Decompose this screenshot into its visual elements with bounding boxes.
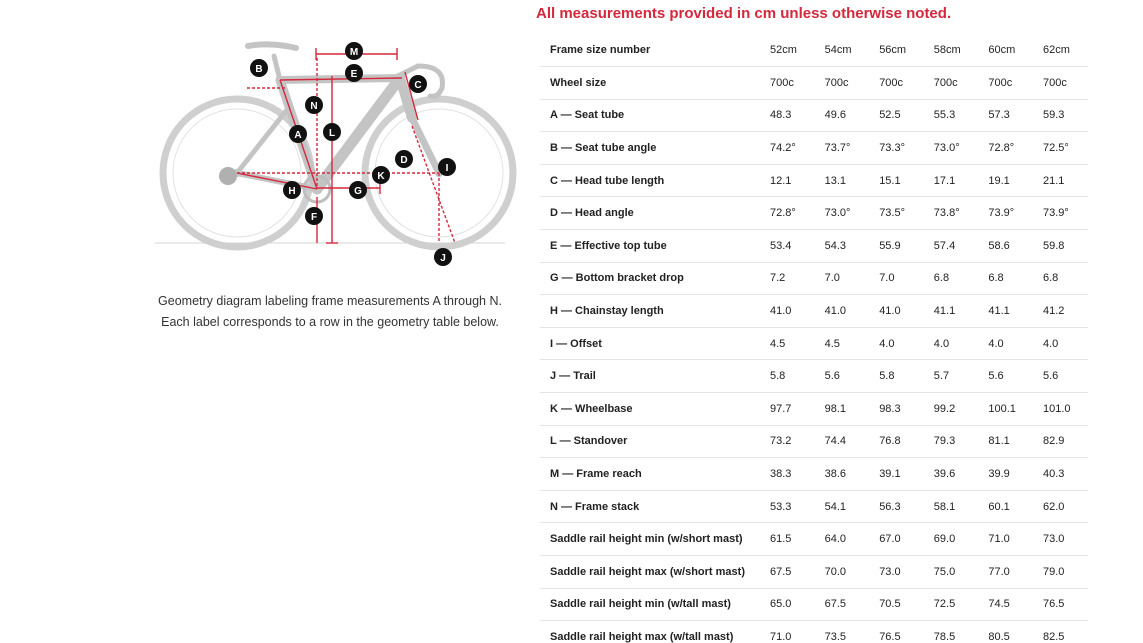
table-header-row	[540, 34, 1088, 67]
marker-b	[250, 59, 268, 77]
row-value: 73.0	[1033, 523, 1088, 556]
table-row	[540, 99, 1088, 132]
svg-text:J: J	[440, 253, 446, 264]
row-value: 78.5	[924, 621, 979, 643]
row-value: 69.0	[924, 523, 979, 556]
row-label: C — Head tube length	[540, 164, 760, 197]
caption-line-2: Each label corresponds to a row in the geometry table below.	[161, 315, 499, 329]
size-header: 52cm	[760, 34, 815, 67]
row-value: 6.8	[924, 262, 979, 295]
row-value: 5.8	[869, 360, 924, 393]
row-value: 72.8°	[978, 132, 1033, 165]
svg-text:A: A	[294, 130, 302, 141]
row-value: 54.1	[815, 490, 870, 523]
row-value: 61.5	[760, 523, 815, 556]
table-row	[540, 556, 1088, 589]
row-value: 65.0	[760, 588, 815, 621]
row-value: 41.2	[1033, 295, 1088, 328]
row-value: 5.6	[815, 360, 870, 393]
table-row	[540, 360, 1088, 393]
rear-derailleur	[219, 167, 237, 185]
table-row	[540, 425, 1088, 458]
row-value: 5.8	[760, 360, 815, 393]
row-value: 73.5°	[869, 197, 924, 230]
row-value: 700c	[924, 67, 979, 100]
row-value: 100.1	[978, 393, 1033, 426]
row-value: 80.5	[978, 621, 1033, 643]
row-label: K — Wheelbase	[540, 393, 760, 426]
row-value: 59.3	[1033, 99, 1088, 132]
row-value: 58.6	[978, 230, 1033, 263]
marker-f	[305, 207, 323, 225]
row-value: 12.1	[760, 164, 815, 197]
row-value: 700c	[760, 67, 815, 100]
row-label: B — Seat tube angle	[540, 132, 760, 165]
row-value: 7.2	[760, 262, 815, 295]
row-value: 73.9°	[978, 197, 1033, 230]
size-header: 58cm	[924, 34, 979, 67]
row-label: Saddle rail height max (w/tall mast)	[540, 621, 760, 643]
units-notice: All measurements provided in cm unless otherwise noted.	[536, 5, 952, 22]
row-value: 101.0	[1033, 393, 1088, 426]
table-row	[540, 230, 1088, 263]
row-value: 72.5°	[1033, 132, 1088, 165]
row-value: 60.1	[978, 490, 1033, 523]
table-row	[540, 132, 1088, 165]
row-label: Saddle rail height min (w/short mast)	[540, 523, 760, 556]
geometry-table-panel	[536, 0, 1136, 643]
table-row	[540, 458, 1088, 491]
row-label: N — Frame stack	[540, 490, 760, 523]
row-label: G — Bottom bracket drop	[540, 262, 760, 295]
svg-text:G: G	[354, 186, 362, 197]
row-value: 4.0	[978, 327, 1033, 360]
table-row	[540, 393, 1088, 426]
row-value: 6.8	[978, 262, 1033, 295]
row-value: 73.0°	[815, 197, 870, 230]
table-row	[540, 295, 1088, 328]
svg-text:K: K	[377, 171, 385, 182]
table-row	[540, 197, 1088, 230]
marker-a	[289, 125, 307, 143]
row-value: 71.0	[978, 523, 1033, 556]
row-value: 56.3	[869, 490, 924, 523]
marker-m	[345, 42, 363, 60]
marker-l	[323, 123, 341, 141]
row-label: L — Standover	[540, 425, 760, 458]
row-label: H — Chainstay length	[540, 295, 760, 328]
row-value: 73.9°	[1033, 197, 1088, 230]
marker-j	[434, 248, 452, 266]
table-row	[540, 164, 1088, 197]
row-value: 40.3	[1033, 458, 1088, 491]
row-value: 74.4	[815, 425, 870, 458]
row-label: Saddle rail height max (w/short mast)	[540, 556, 760, 589]
row-value: 5.6	[1033, 360, 1088, 393]
row-value: 82.5	[1033, 621, 1088, 643]
row-value: 59.8	[1033, 230, 1088, 263]
row-value: 73.5	[815, 621, 870, 643]
svg-text:M: M	[349, 47, 359, 58]
row-value: 74.5	[978, 588, 1033, 621]
row-value: 64.0	[815, 523, 870, 556]
row-value: 62.0	[1033, 490, 1088, 523]
row-value: 5.6	[978, 360, 1033, 393]
table-row	[540, 588, 1088, 621]
row-value: 73.2	[760, 425, 815, 458]
row-value: 76.5	[1033, 588, 1088, 621]
size-header: 56cm	[869, 34, 924, 67]
row-label: D — Head angle	[540, 197, 760, 230]
table-row	[540, 621, 1088, 643]
row-value: 39.6	[924, 458, 979, 491]
row-value: 53.3	[760, 490, 815, 523]
row-value: 54.3	[815, 230, 870, 263]
row-value: 82.9	[1033, 425, 1088, 458]
row-value: 4.5	[760, 327, 815, 360]
row-value: 6.8	[1033, 262, 1088, 295]
row-value: 67.0	[869, 523, 924, 556]
table-row	[540, 523, 1088, 556]
row-value: 70.0	[815, 556, 870, 589]
marker-c	[409, 75, 427, 93]
header-label: Frame size number	[540, 34, 760, 67]
row-value: 77.0	[978, 556, 1033, 589]
row-value: 5.7	[924, 360, 979, 393]
caption-line-1: Geometry diagram labeling frame measurements A through N.	[158, 294, 502, 308]
row-label: I — Offset	[540, 327, 760, 360]
svg-text:E: E	[350, 69, 358, 80]
row-value: 57.3	[978, 99, 1033, 132]
row-value: 41.0	[869, 295, 924, 328]
marker-e	[345, 64, 363, 82]
size-header: 62cm	[1033, 34, 1088, 67]
row-value: 17.1	[924, 164, 979, 197]
row-value: 73.8°	[924, 197, 979, 230]
row-value: 74.2°	[760, 132, 815, 165]
row-value: 7.0	[815, 262, 870, 295]
row-value: 4.0	[924, 327, 979, 360]
row-value: 53.4	[760, 230, 815, 263]
row-label: J — Trail	[540, 360, 760, 393]
row-label: E — Effective top tube	[540, 230, 760, 263]
row-value: 700c	[978, 67, 1033, 100]
row-value: 72.5	[924, 588, 979, 621]
svg-text:D: D	[400, 155, 408, 166]
bike-geometry-diagram	[150, 36, 520, 270]
geometry-table-body	[540, 34, 1088, 643]
row-value: 41.0	[760, 295, 815, 328]
marker-i	[438, 158, 456, 176]
svg-text:B: B	[255, 64, 263, 75]
marker-d	[395, 150, 413, 168]
row-label: M — Frame reach	[540, 458, 760, 491]
row-value: 4.0	[869, 327, 924, 360]
row-label: Saddle rail height min (w/tall mast)	[540, 588, 760, 621]
geometry-diagram-panel	[0, 0, 530, 643]
row-value: 39.9	[978, 458, 1033, 491]
row-value: 39.1	[869, 458, 924, 491]
row-label: Wheel size	[540, 67, 760, 100]
row-value: 71.0	[760, 621, 815, 643]
geometry-table	[540, 34, 1088, 643]
row-value: 38.6	[815, 458, 870, 491]
svg-text:H: H	[288, 186, 296, 197]
row-value: 49.6	[815, 99, 870, 132]
row-value: 700c	[869, 67, 924, 100]
row-value: 58.1	[924, 490, 979, 523]
diagram-caption	[140, 291, 520, 333]
svg-text:F: F	[310, 212, 318, 223]
svg-text:L: L	[328, 128, 336, 139]
table-row	[540, 327, 1088, 360]
row-value: 7.0	[869, 262, 924, 295]
size-header: 60cm	[978, 34, 1033, 67]
row-value: 41.1	[924, 295, 979, 328]
svg-text:I: I	[445, 163, 449, 174]
row-value: 79.0	[1033, 556, 1088, 589]
table-row	[540, 67, 1088, 100]
row-value: 15.1	[869, 164, 924, 197]
row-value: 73.0°	[924, 132, 979, 165]
row-value: 700c	[815, 67, 870, 100]
row-value: 52.5	[869, 99, 924, 132]
row-value: 67.5	[815, 588, 870, 621]
row-value: 19.1	[978, 164, 1033, 197]
row-value: 48.3	[760, 99, 815, 132]
row-value: 75.0	[924, 556, 979, 589]
table-row	[540, 262, 1088, 295]
row-value: 72.8°	[760, 197, 815, 230]
row-value: 98.3	[869, 393, 924, 426]
row-value: 38.3	[760, 458, 815, 491]
row-value: 79.3	[924, 425, 979, 458]
row-value: 99.2	[924, 393, 979, 426]
row-value: 55.9	[869, 230, 924, 263]
row-value: 73.0	[869, 556, 924, 589]
marker-g	[349, 181, 367, 199]
row-value: 97.7	[760, 393, 815, 426]
row-value: 81.1	[978, 425, 1033, 458]
row-value: 76.5	[869, 621, 924, 643]
marker-n	[305, 96, 323, 114]
marker-k	[372, 166, 390, 184]
row-value: 41.1	[978, 295, 1033, 328]
row-value: 13.1	[815, 164, 870, 197]
row-value: 700c	[1033, 67, 1088, 100]
row-value: 4.0	[1033, 327, 1088, 360]
row-value: 76.8	[869, 425, 924, 458]
svg-text:N: N	[310, 101, 318, 112]
row-value: 73.7°	[815, 132, 870, 165]
row-value: 55.3	[924, 99, 979, 132]
table-row	[540, 490, 1088, 523]
row-value: 70.5	[869, 588, 924, 621]
row-value: 67.5	[760, 556, 815, 589]
row-value: 4.5	[815, 327, 870, 360]
row-label: A — Seat tube	[540, 99, 760, 132]
row-value: 98.1	[815, 393, 870, 426]
size-header: 54cm	[815, 34, 870, 67]
svg-text:C: C	[414, 80, 422, 91]
row-value: 73.3°	[869, 132, 924, 165]
row-value: 41.0	[815, 295, 870, 328]
row-value: 57.4	[924, 230, 979, 263]
row-value: 21.1	[1033, 164, 1088, 197]
marker-h	[283, 181, 301, 199]
